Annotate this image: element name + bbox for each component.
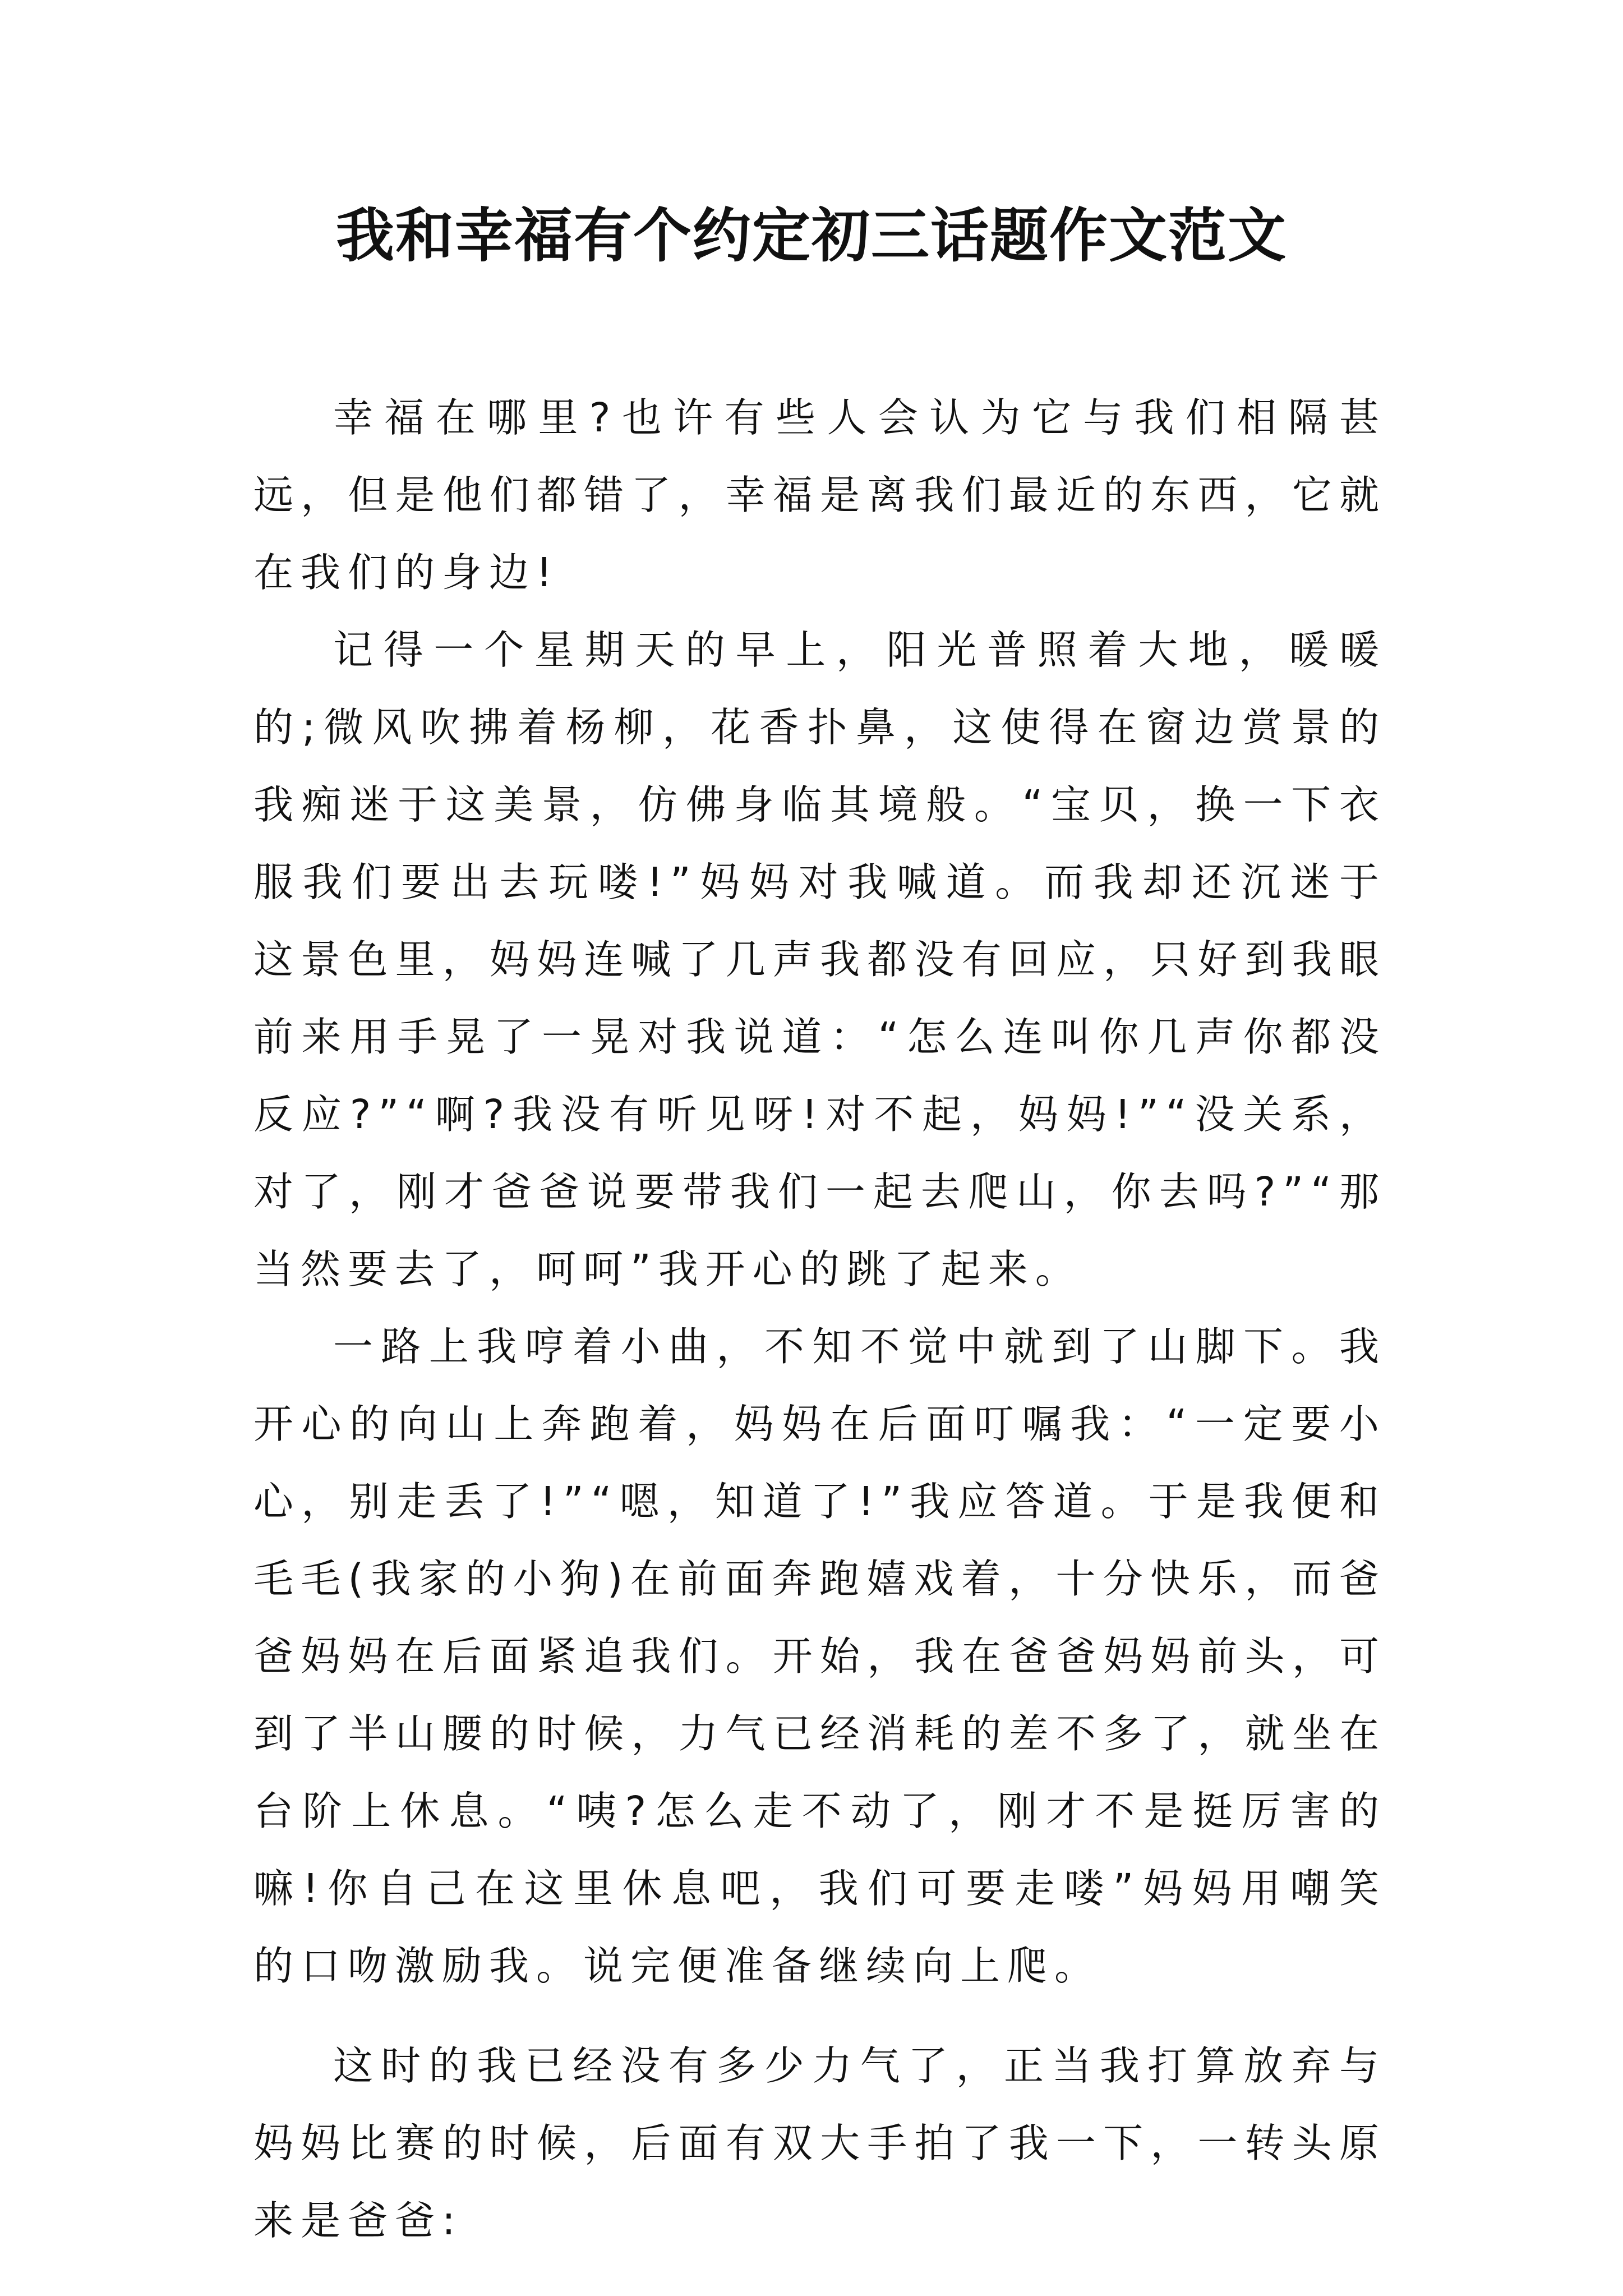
paragraph: 这时的我已经没有多少力气了，正当我打算放弃与妈妈比赛的时候，后面有双大手拍了我一下，一转头原来是爸爸: xyxy=(253,2042,1386,2244)
document-title: 我和幸福有个约定初三话题作文范文 xyxy=(335,201,1287,270)
document-body xyxy=(253,379,1386,2260)
paragraph: 幸福在哪里?也许有些人会认为它与我们相隔甚远，但是他们都错了，幸福是离我们最近的东西，它就在我们的身边! xyxy=(253,394,1386,596)
paragraph: 记得一个星期天的早上，阳光普照着大地，暖暖的;微风吹拂着杨柳，花香扑鼻，这使得在窗边赏景的我痴迷于这美景，仿佛身临其境般。“宝贝，换一下衣服我们要出去玩喽!”妈妈对我喊道。而我却还沉迷于这景色里，妈妈连喊了几声我都没有回应，只好到我眼前来用手晃了一晃对我说道：“怎么连叫你几声你都没反应?”“啊?我没有听见呀!对不起，妈妈!”“没关系，对了，刚才爸爸说要带我们一起去爬山，你去吗?”“那当然要去了，呵呵”我开心的跳了起来。 xyxy=(253,627,1386,1292)
paragraph: 一路上我哼着小曲，不知不觉中就到了山脚下。我开心的向山上奔跑着，妈妈在后面叮嘱我：“一定要小心，别走丢了!”“嗯，知道了!”我应答道。于是我便和毛毛(我家的小狗)在前面奔跑嬉戏着，十分快乐，而爸爸妈妈在后面紧追我们。开始，我在爸爸妈妈前头，可到了半山腰的时候，力气已经消耗的差不多了，就坐在台阶上休息。“咦?怎么走不动了，刚才不是挺厉害的嘛!你自己在这里休息吧，我们可要走喽”妈妈用嘲笑的口吻激励我。说完便准备继续向上爬。 xyxy=(253,1323,1386,1989)
